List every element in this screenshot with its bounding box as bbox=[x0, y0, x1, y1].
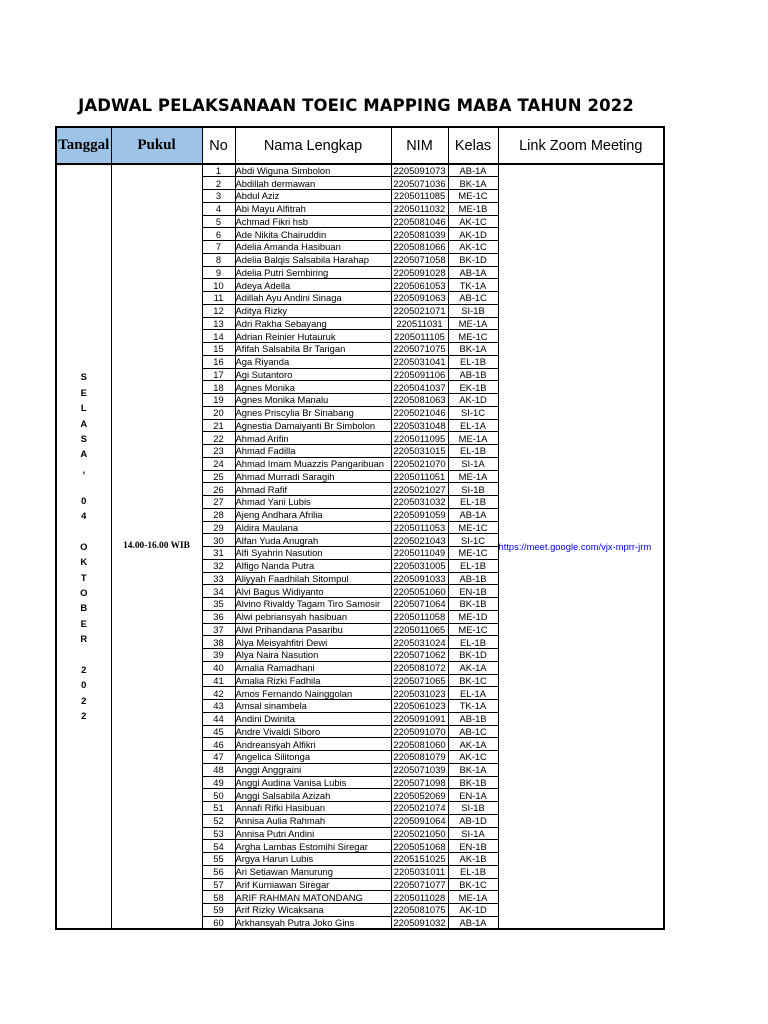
table-row bbox=[56, 164, 664, 177]
cell-no: 18 bbox=[202, 381, 235, 394]
cell-kelas: BK-1D bbox=[448, 253, 498, 266]
cell-kelas: ME-1A bbox=[448, 432, 498, 445]
header-link: Link Zoom Meeting bbox=[498, 127, 664, 164]
cell-kelas: AB-1D bbox=[448, 814, 498, 827]
cell-nama: Alya Naira Nasution bbox=[235, 649, 391, 662]
cell-nim: 2205061053 bbox=[391, 279, 448, 292]
cell-no: 44 bbox=[202, 712, 235, 725]
cell-nama: Amalia Ramadhani bbox=[235, 661, 391, 674]
cell-kelas: BK-1A bbox=[448, 177, 498, 190]
header-pukul: Pukul bbox=[111, 127, 202, 164]
cell-nama: Arif Kurniawan Siregar bbox=[235, 878, 391, 891]
cell-nama: Amalia Rizki Fadhila bbox=[235, 674, 391, 687]
cell-nama: Alfan Yuda Anugrah bbox=[235, 534, 391, 547]
cell-no: 28 bbox=[202, 508, 235, 521]
cell-nim: 2205031023 bbox=[391, 687, 448, 700]
cell-no: 58 bbox=[202, 891, 235, 904]
cell-kelas: AB-1A bbox=[448, 508, 498, 521]
cell-nama: Adeya Adella bbox=[235, 279, 391, 292]
cell-no: 53 bbox=[202, 827, 235, 840]
schedule-table bbox=[55, 126, 665, 930]
cell-kelas: EL-1B bbox=[448, 865, 498, 878]
cell-no: 12 bbox=[202, 304, 235, 317]
cell-no: 22 bbox=[202, 432, 235, 445]
tanggal-vertical-text bbox=[78, 369, 90, 723]
cell-nama: Agnes Priscylia Br Sinabang bbox=[235, 406, 391, 419]
cell-nama: Alwi Prihandana Pasaribu bbox=[235, 623, 391, 636]
cell-nama: Andre Vivaldi Siboro bbox=[235, 725, 391, 738]
cell-nama: Alvi Bagus Widiyanto bbox=[235, 585, 391, 598]
cell-nim: 2205091070 bbox=[391, 725, 448, 738]
cell-no: 24 bbox=[202, 457, 235, 470]
cell-nim: 2205031005 bbox=[391, 559, 448, 572]
cell-kelas: TK-1A bbox=[448, 279, 498, 292]
cell-no: 54 bbox=[202, 840, 235, 853]
cell-nama: Abdul Aziz bbox=[235, 190, 391, 203]
cell-kelas: AB-1B bbox=[448, 712, 498, 725]
cell-nim: 2205081060 bbox=[391, 738, 448, 751]
cell-no: 8 bbox=[202, 253, 235, 266]
cell-nim: 2205011065 bbox=[391, 623, 448, 636]
cell-no: 26 bbox=[202, 483, 235, 496]
cell-kelas: AK-1D bbox=[448, 394, 498, 407]
cell-kelas: AB-1C bbox=[448, 292, 498, 305]
cell-nama: Ade Nikita Chairuddin bbox=[235, 228, 391, 241]
cell-nama: Arkhansyah Putra Joko Gins bbox=[235, 916, 391, 929]
cell-nama: Aga Riyanda bbox=[235, 355, 391, 368]
pukul-cell: 14.00-16.00 WIB bbox=[111, 164, 202, 929]
cell-kelas: TK-1A bbox=[448, 700, 498, 713]
cell-kelas: ME-1C bbox=[448, 521, 498, 534]
tanggal-char: 2 bbox=[81, 710, 87, 722]
header-no: No bbox=[202, 127, 235, 164]
cell-no: 23 bbox=[202, 445, 235, 458]
cell-nim: 2205021050 bbox=[391, 827, 448, 840]
cell-no: 17 bbox=[202, 368, 235, 381]
cell-nama: Afifah Salsabila Br Tarigan bbox=[235, 343, 391, 356]
cell-kelas: SI-1A bbox=[448, 457, 498, 470]
cell-nim: 2205021027 bbox=[391, 483, 448, 496]
cell-nim: 2205091073 bbox=[391, 164, 448, 177]
cell-nama: Agnes Monika bbox=[235, 381, 391, 394]
tanggal-char: S bbox=[80, 432, 87, 444]
cell-no: 59 bbox=[202, 904, 235, 917]
cell-no: 41 bbox=[202, 674, 235, 687]
cell-nama: Amsal sinambela bbox=[235, 700, 391, 713]
cell-nama: Ahmad Fadilla bbox=[235, 445, 391, 458]
cell-no: 60 bbox=[202, 916, 235, 929]
cell-nama: Arif Rizky Wicaksana bbox=[235, 904, 391, 917]
cell-kelas: SI-1B bbox=[448, 802, 498, 815]
cell-kelas: ME-1D bbox=[448, 610, 498, 623]
header-tanggal: Tanggal bbox=[56, 127, 111, 164]
cell-kelas: EL-1A bbox=[448, 687, 498, 700]
cell-kelas: SI-1C bbox=[448, 534, 498, 547]
tanggal-char: O bbox=[80, 587, 88, 598]
zoom-meeting-link[interactable]: https://meet.google.com/vjx-mprr-jrm bbox=[498, 541, 652, 552]
tanggal-char: R bbox=[80, 633, 88, 645]
cell-nama: Alfigo Nanda Putra bbox=[235, 559, 391, 572]
cell-no: 3 bbox=[202, 190, 235, 203]
cell-no: 33 bbox=[202, 572, 235, 585]
cell-kelas: SI-1C bbox=[448, 406, 498, 419]
cell-nama: Ari Setiawan Manurung bbox=[235, 865, 391, 878]
cell-kelas: EL-1B bbox=[448, 355, 498, 368]
cell-nim: 2205151025 bbox=[391, 853, 448, 866]
cell-no: 2 bbox=[202, 177, 235, 190]
cell-no: 10 bbox=[202, 279, 235, 292]
cell-nim: 2205071039 bbox=[391, 763, 448, 776]
tanggal-char: A bbox=[80, 417, 88, 429]
cell-no: 6 bbox=[202, 228, 235, 241]
tanggal-char: 2 bbox=[81, 694, 87, 706]
cell-nama: Agnestia Damaiyanti Br Simbolon bbox=[235, 419, 391, 432]
cell-nama: Alfi Syahrin Nasution bbox=[235, 547, 391, 560]
cell-kelas: AB-1C bbox=[448, 725, 498, 738]
cell-nama: Alwi pebriansyah hasibuan bbox=[235, 610, 391, 623]
cell-nama: Adri Rakha Sebayang bbox=[235, 317, 391, 330]
cell-nim: 2205081075 bbox=[391, 904, 448, 917]
cell-nama: Ahmad Rafif bbox=[235, 483, 391, 496]
cell-nim: 2205011051 bbox=[391, 470, 448, 483]
cell-nim: 2205011049 bbox=[391, 547, 448, 560]
cell-nim: 2205091033 bbox=[391, 572, 448, 585]
cell-no: 30 bbox=[202, 534, 235, 547]
cell-no: 46 bbox=[202, 738, 235, 751]
tanggal-char bbox=[78, 523, 90, 538]
cell-kelas: BK-1B bbox=[448, 776, 498, 789]
cell-nama: Adrian Reinier Hutauruk bbox=[235, 330, 391, 343]
cell-no: 27 bbox=[202, 496, 235, 509]
cell-nim: 2205071062 bbox=[391, 649, 448, 662]
cell-nim: 2205031015 bbox=[391, 445, 448, 458]
cell-no: 25 bbox=[202, 470, 235, 483]
cell-kelas: EL-1A bbox=[448, 419, 498, 432]
cell-nama: Angelica Silitonga bbox=[235, 751, 391, 764]
cell-nama: Ahmad Yani Lubis bbox=[235, 496, 391, 509]
cell-nim: 2205071075 bbox=[391, 343, 448, 356]
cell-nim: 220511031 bbox=[391, 317, 448, 330]
cell-kelas: ME-1B bbox=[448, 202, 498, 215]
cell-kelas: EN-1B bbox=[448, 840, 498, 853]
cell-nim: 2205021070 bbox=[391, 457, 448, 470]
cell-kelas: BK-1A bbox=[448, 763, 498, 776]
cell-nim: 2205091091 bbox=[391, 712, 448, 725]
page-title: JADWAL PELAKSANAAN TOEIC MAPPING MABA TAHUN 2022 bbox=[78, 96, 634, 115]
cell-no: 21 bbox=[202, 419, 235, 432]
cell-nama: Annafi Rifki Hasibuan bbox=[235, 802, 391, 815]
cell-no: 56 bbox=[202, 865, 235, 878]
cell-kelas: AK-1B bbox=[448, 853, 498, 866]
tanggal-char: E bbox=[80, 386, 87, 398]
tanggal-char: E bbox=[80, 617, 87, 629]
cell-nim: 2205091028 bbox=[391, 266, 448, 279]
cell-kelas: ME-1C bbox=[448, 547, 498, 560]
cell-nama: Anggi Salsabila Azizah bbox=[235, 789, 391, 802]
header-nama: Nama Lengkap bbox=[235, 127, 391, 164]
cell-kelas: EL-1B bbox=[448, 559, 498, 572]
cell-nim: 2205091032 bbox=[391, 916, 448, 929]
cell-no: 7 bbox=[202, 241, 235, 254]
cell-nama: Argha Lambas Estomihi Siregar bbox=[235, 840, 391, 853]
cell-no: 38 bbox=[202, 636, 235, 649]
cell-kelas: AK-1D bbox=[448, 904, 498, 917]
tanggal-char bbox=[78, 477, 90, 492]
zoom-link-cell bbox=[498, 164, 664, 929]
cell-kelas: SI-1B bbox=[448, 304, 498, 317]
cell-no: 35 bbox=[202, 598, 235, 611]
cell-kelas: AK-1C bbox=[448, 241, 498, 254]
cell-no: 39 bbox=[202, 649, 235, 662]
cell-nim: 2205021074 bbox=[391, 802, 448, 815]
cell-nama: Adelia Amanda Hasibuan bbox=[235, 241, 391, 254]
cell-no: 4 bbox=[202, 202, 235, 215]
cell-no: 51 bbox=[202, 802, 235, 815]
tanggal-char: 0 bbox=[81, 679, 87, 691]
cell-no: 37 bbox=[202, 623, 235, 636]
cell-kelas: EL-1B bbox=[448, 445, 498, 458]
cell-no: 52 bbox=[202, 814, 235, 827]
tanggal-char: O bbox=[80, 540, 88, 552]
cell-no: 34 bbox=[202, 585, 235, 598]
cell-nim: 2205081046 bbox=[391, 215, 448, 228]
cell-nama: Achmad Fikri hsb bbox=[235, 215, 391, 228]
header-row bbox=[56, 127, 664, 164]
cell-kelas: EL-1B bbox=[448, 636, 498, 649]
cell-nama: Ahmad Murradi Saragih bbox=[235, 470, 391, 483]
cell-kelas: BK-1C bbox=[448, 878, 498, 891]
tanggal-char: K bbox=[80, 556, 88, 568]
cell-kelas: AB-1A bbox=[448, 164, 498, 177]
tanggal-char: L bbox=[80, 402, 87, 414]
cell-kelas: AK-1A bbox=[448, 661, 498, 674]
cell-nim: 2205071064 bbox=[391, 598, 448, 611]
cell-nama: Adelia Balqis Salsabila Harahap bbox=[235, 253, 391, 266]
cell-kelas: BK-1D bbox=[448, 649, 498, 662]
cell-no: 19 bbox=[202, 394, 235, 407]
cell-nim: 2205081039 bbox=[391, 228, 448, 241]
cell-kelas: ME-1A bbox=[448, 317, 498, 330]
schedule-body bbox=[56, 164, 664, 929]
cell-kelas: AK-1C bbox=[448, 215, 498, 228]
cell-kelas: ME-1C bbox=[448, 190, 498, 203]
tanggal-char: , bbox=[82, 463, 86, 475]
cell-no: 43 bbox=[202, 700, 235, 713]
cell-no: 55 bbox=[202, 853, 235, 866]
cell-nim: 2205091106 bbox=[391, 368, 448, 381]
cell-nim: 2205011085 bbox=[391, 190, 448, 203]
tanggal-char: 0 bbox=[81, 494, 87, 506]
cell-nama: Ajeng Andhara Afrilia bbox=[235, 508, 391, 521]
cell-kelas: EN-1A bbox=[448, 789, 498, 802]
cell-no: 13 bbox=[202, 317, 235, 330]
cell-nim: 2205011032 bbox=[391, 202, 448, 215]
cell-nim: 2205081072 bbox=[391, 661, 448, 674]
cell-nim: 2205021071 bbox=[391, 304, 448, 317]
cell-nama: Argya Harun Lubis bbox=[235, 853, 391, 866]
cell-nim: 2205061023 bbox=[391, 700, 448, 713]
cell-nim: 2205021043 bbox=[391, 534, 448, 547]
cell-no: 16 bbox=[202, 355, 235, 368]
tanggal-char: S bbox=[80, 371, 87, 383]
cell-nama: Ahmad Imam Muazzis Pangaribuan bbox=[235, 457, 391, 470]
cell-nim: 2205071098 bbox=[391, 776, 448, 789]
cell-nama: Abdillah dermawan bbox=[235, 177, 391, 190]
cell-nama: Anggi Audina Vanisa Lubis bbox=[235, 776, 391, 789]
cell-kelas: EK-1B bbox=[448, 381, 498, 394]
cell-no: 11 bbox=[202, 292, 235, 305]
cell-nama: Adillah Ayu Andini Sinaga bbox=[235, 292, 391, 305]
cell-kelas: ME-1A bbox=[448, 470, 498, 483]
cell-no: 32 bbox=[202, 559, 235, 572]
tanggal-char: 4 bbox=[81, 509, 87, 521]
cell-kelas: BK-1B bbox=[448, 598, 498, 611]
cell-no: 49 bbox=[202, 776, 235, 789]
tanggal-char: B bbox=[80, 602, 88, 614]
cell-nim: 2205091064 bbox=[391, 814, 448, 827]
cell-nama: Andini Dwinita bbox=[235, 712, 391, 725]
cell-nama: Abi Mayu Alfitrah bbox=[235, 202, 391, 215]
cell-nama: Aldira Maulana bbox=[235, 521, 391, 534]
cell-no: 45 bbox=[202, 725, 235, 738]
tanggal-char: 2 bbox=[81, 664, 87, 676]
cell-kelas: AB-1A bbox=[448, 916, 498, 929]
cell-no: 48 bbox=[202, 763, 235, 776]
cell-nim: 2205031041 bbox=[391, 355, 448, 368]
cell-nim: 2205011058 bbox=[391, 610, 448, 623]
cell-nim: 2205031048 bbox=[391, 419, 448, 432]
cell-nama: Alya Meisyahfitri Dewi bbox=[235, 636, 391, 649]
cell-nama: Ahmad Arifin bbox=[235, 432, 391, 445]
cell-nama: Anggi Anggraini bbox=[235, 763, 391, 776]
cell-no: 1 bbox=[202, 164, 235, 177]
cell-no: 20 bbox=[202, 406, 235, 419]
cell-kelas: AK-1C bbox=[448, 751, 498, 764]
cell-no: 50 bbox=[202, 789, 235, 802]
cell-nama: Abdi Wiguna Simbolon bbox=[235, 164, 391, 177]
cell-nim: 2205031032 bbox=[391, 496, 448, 509]
cell-no: 31 bbox=[202, 547, 235, 560]
cell-kelas: EN-1B bbox=[448, 585, 498, 598]
cell-no: 42 bbox=[202, 687, 235, 700]
tanggal-char: A bbox=[80, 448, 88, 460]
cell-kelas: SI-1B bbox=[448, 483, 498, 496]
cell-kelas: AB-1A bbox=[448, 266, 498, 279]
cell-kelas: AK-1A bbox=[448, 738, 498, 751]
cell-nim: 2205031011 bbox=[391, 865, 448, 878]
cell-kelas: AB-1B bbox=[448, 572, 498, 585]
cell-nama: Aditya Rizky bbox=[235, 304, 391, 317]
cell-nim: 2205071065 bbox=[391, 674, 448, 687]
cell-nim: 2205011105 bbox=[391, 330, 448, 343]
cell-nama: Agnes Monika Manalu bbox=[235, 394, 391, 407]
cell-nama: ARIF RAHMAN MATONDANG bbox=[235, 891, 391, 904]
cell-nim: 2205081066 bbox=[391, 241, 448, 254]
cell-nim: 2205041037 bbox=[391, 381, 448, 394]
cell-nama: Andreansyah Alfikri bbox=[235, 738, 391, 751]
cell-nama: Alvino Rivaldy Tagam Tiro Samosir bbox=[235, 598, 391, 611]
tanggal-char bbox=[78, 647, 90, 662]
cell-nim: 2205031024 bbox=[391, 636, 448, 649]
cell-kelas: AB-1B bbox=[448, 368, 498, 381]
cell-nim: 2205091059 bbox=[391, 508, 448, 521]
header-kelas: Kelas bbox=[448, 127, 498, 164]
cell-kelas: BK-1A bbox=[448, 343, 498, 356]
cell-no: 36 bbox=[202, 610, 235, 623]
header-nim: NIM bbox=[391, 127, 448, 164]
cell-nama: Amos Fernando Nainggolan bbox=[235, 687, 391, 700]
cell-nama: Annisa Putri Andini bbox=[235, 827, 391, 840]
cell-kelas: ME-1C bbox=[448, 623, 498, 636]
cell-nim: 2205071058 bbox=[391, 253, 448, 266]
cell-no: 9 bbox=[202, 266, 235, 279]
cell-nim: 2205091063 bbox=[391, 292, 448, 305]
cell-kelas: ME-1C bbox=[448, 330, 498, 343]
cell-nim: 2205011028 bbox=[391, 891, 448, 904]
cell-nim: 2205021046 bbox=[391, 406, 448, 419]
cell-kelas: EL-1B bbox=[448, 496, 498, 509]
cell-no: 5 bbox=[202, 215, 235, 228]
cell-nim: 2205052069 bbox=[391, 789, 448, 802]
cell-nim: 2205081079 bbox=[391, 751, 448, 764]
cell-nim: 2205011053 bbox=[391, 521, 448, 534]
cell-nim: 2205011095 bbox=[391, 432, 448, 445]
cell-no: 47 bbox=[202, 751, 235, 764]
cell-no: 57 bbox=[202, 878, 235, 891]
cell-no: 40 bbox=[202, 661, 235, 674]
cell-nim: 2205071077 bbox=[391, 878, 448, 891]
cell-nim: 2205051060 bbox=[391, 585, 448, 598]
cell-kelas: BK-1C bbox=[448, 674, 498, 687]
cell-kelas: ME-1A bbox=[448, 891, 498, 904]
cell-no: 14 bbox=[202, 330, 235, 343]
cell-no: 29 bbox=[202, 521, 235, 534]
cell-nim: 2205051068 bbox=[391, 840, 448, 853]
tanggal-char: T bbox=[80, 571, 87, 583]
tanggal-cell bbox=[56, 164, 111, 929]
cell-nama: Adelia Putri Sembiring bbox=[235, 266, 391, 279]
cell-nim: 2205071036 bbox=[391, 177, 448, 190]
cell-nim: 2205081063 bbox=[391, 394, 448, 407]
cell-nama: Agi Sutantoro bbox=[235, 368, 391, 381]
cell-nama: Aliyyah Faadhilah Sitompul bbox=[235, 572, 391, 585]
cell-kelas: AK-1D bbox=[448, 228, 498, 241]
cell-nama: Annisa Aulia Rahmah bbox=[235, 814, 391, 827]
cell-kelas: SI-1A bbox=[448, 827, 498, 840]
cell-no: 15 bbox=[202, 343, 235, 356]
